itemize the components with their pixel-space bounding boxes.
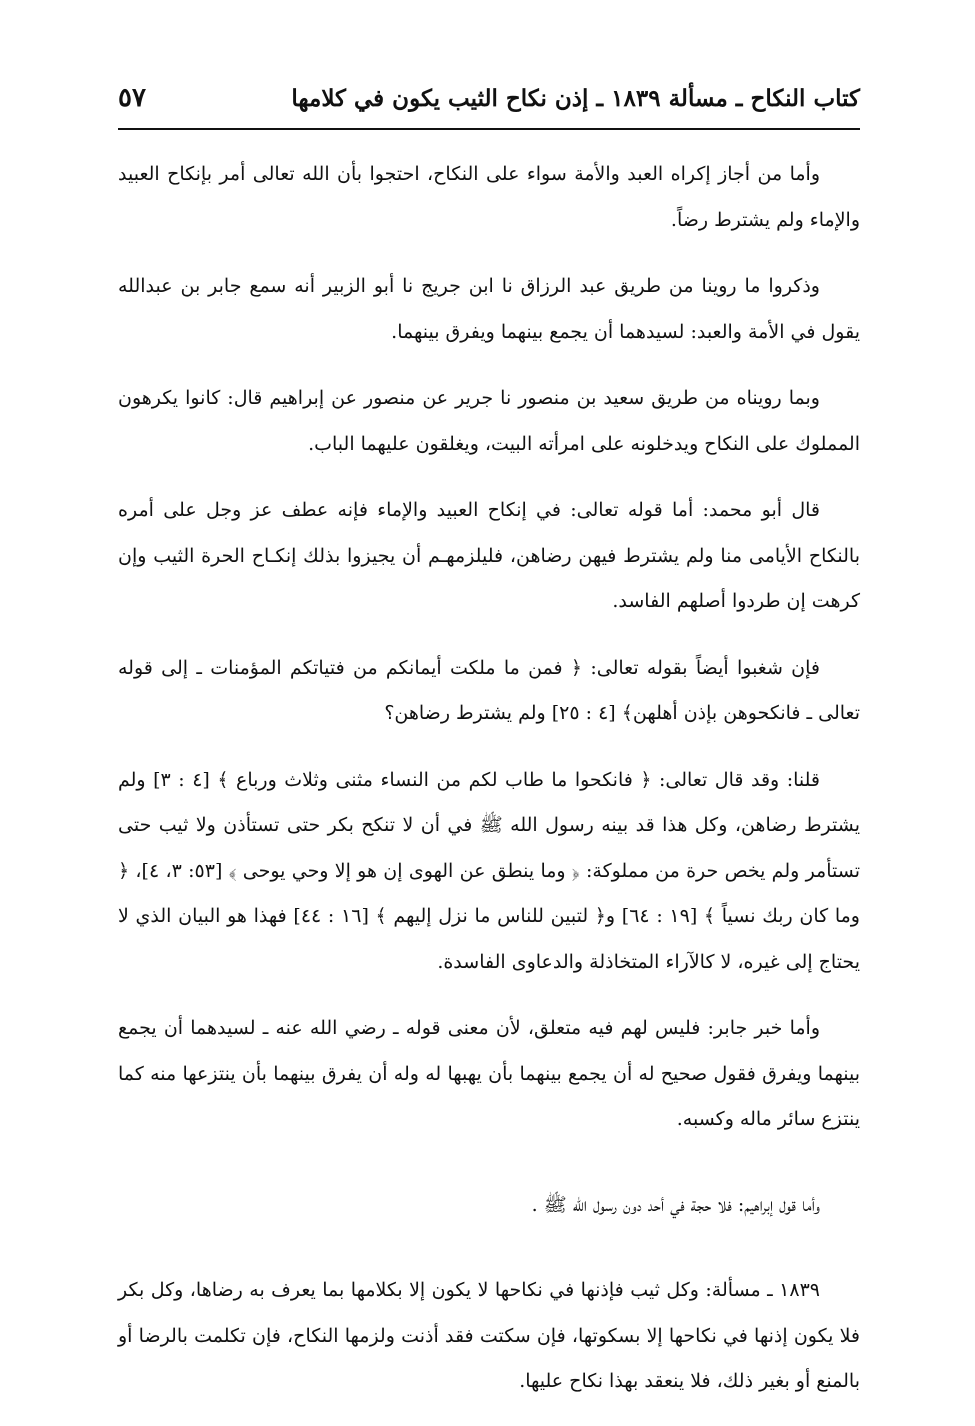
paragraph: وأما من أجاز إكراه العبد والأمة سواء على النكاح، احتجوا بأن الله تعالى أمر بإنكاح العبيد والإماء ولم يشترط رضاً. xyxy=(118,163,860,231)
page-body xyxy=(118,152,860,1426)
paragraph: وأما خبر جابر: فليس لهم فيه متعلق، لأن معنى قوله ـ رضي الله عنه ـ لسيدهما أن يجمع بينهما ويفرق فقول صحيح له أن يجمع بينهما بأن يهبها له وله أن يفرق بينهما بأن ينتزعها منه كما ينتزع سائر ماله وكسبه. xyxy=(118,1017,860,1130)
page-header xyxy=(118,74,860,122)
paragraph: قال أبو محمد: أما قوله تعالى: في إنكاح العبيد والإماء فإنه عطف عز وجل على أمره بالنكاح الأيامى منا ولم يشترط فيهن رضاهن، فليلزمهـم أن يجيزوا بذلك إنكـاح الحرة الثيب وإن كرهت إن طردوا أصلهم الفاسد. xyxy=(118,499,860,612)
paragraph: فإن شغبوا أيضاً بقوله تعالى: ﴿ فمن ما ملكت أيمانكم من فتياتكم المؤمنات ـ إلى قوله تعالى ـ فانكحوهن بإذن أهلهن﴾ [٤ : ٢٥] ولم يشترط رضاهن؟ xyxy=(118,656,860,724)
issue-paragraph: ١٨٣٩ ـ مسألة: وكل ثيب فإذنها في نكاحها لا يكون إلا بكلامها بما يعرف به رضاها، وكل بكر فلا يكون إذنها في نكاحها إلا بسكوتها، فإن سكتت فقد أذنت ولزمها النكاح، فإن تكلمت بالرضا أو بالمنع أو بغير ذلك، فلا ينعقد بهذا نكاح عليها. xyxy=(118,1279,860,1392)
paragraph: وذكروا ما روينا من طريق عبد الرزاق نا ابن جريج نا أبو الزبير أنه سمع جابر بن عبدالله يقول في الأمة والعبد: لسيدهما أن يجمع بينهما ويفرق بينهما. xyxy=(118,275,860,343)
paragraph: وأما قول إبراهيم: فلا حجة في أحد دون رسول الله ﷺ . xyxy=(531,1193,820,1216)
running-head: كتاب النكاح ـ مسألة ١٨٣٩ ـ إذن نكاح الثيب يكون في كلامها xyxy=(291,84,860,112)
page-number: ٥٧ xyxy=(118,83,146,113)
paragraph: وبما رويناه من طريق سعيد بن منصور نا جرير عن منصور عن إبراهيم قال: كانوا يكرهون المملوك على النكاح ويدخلونه على امرأته البيت، ويغلقون عليهما الباب. xyxy=(118,387,860,455)
header-rule xyxy=(118,128,860,130)
paragraph: قلنا: وقد قال تعالى: ﴿ فانكحوا ما طاب لكم من النساء مثنى وثلاث ورباع ﴾ [٤ : ٣] ولم يشترط رضاهن، وكل هذا قد بينه رسول الله ﷺ في أن لا تنكح بكر حتى تستأذن ولا ثيب حتى تستأمر ولم يخص حرة من مملوكة: ﴿ وما ينطق عن الهوى إن هو إلا وحي يوحى ﴾ [٥٣: ٣، ٤]، ﴿ وما كان ربك نسياً ﴾ [١٩ : ٦٤] و﴿ لتبين للناس ما نزل إليهم ﴾ [١٦ : ٤٤] فهذا هو البيان الذي لا يحتاج إلى غيره، لا كالآراء المتخاذلة والدعاوى الفاسدة. xyxy=(118,768,860,973)
